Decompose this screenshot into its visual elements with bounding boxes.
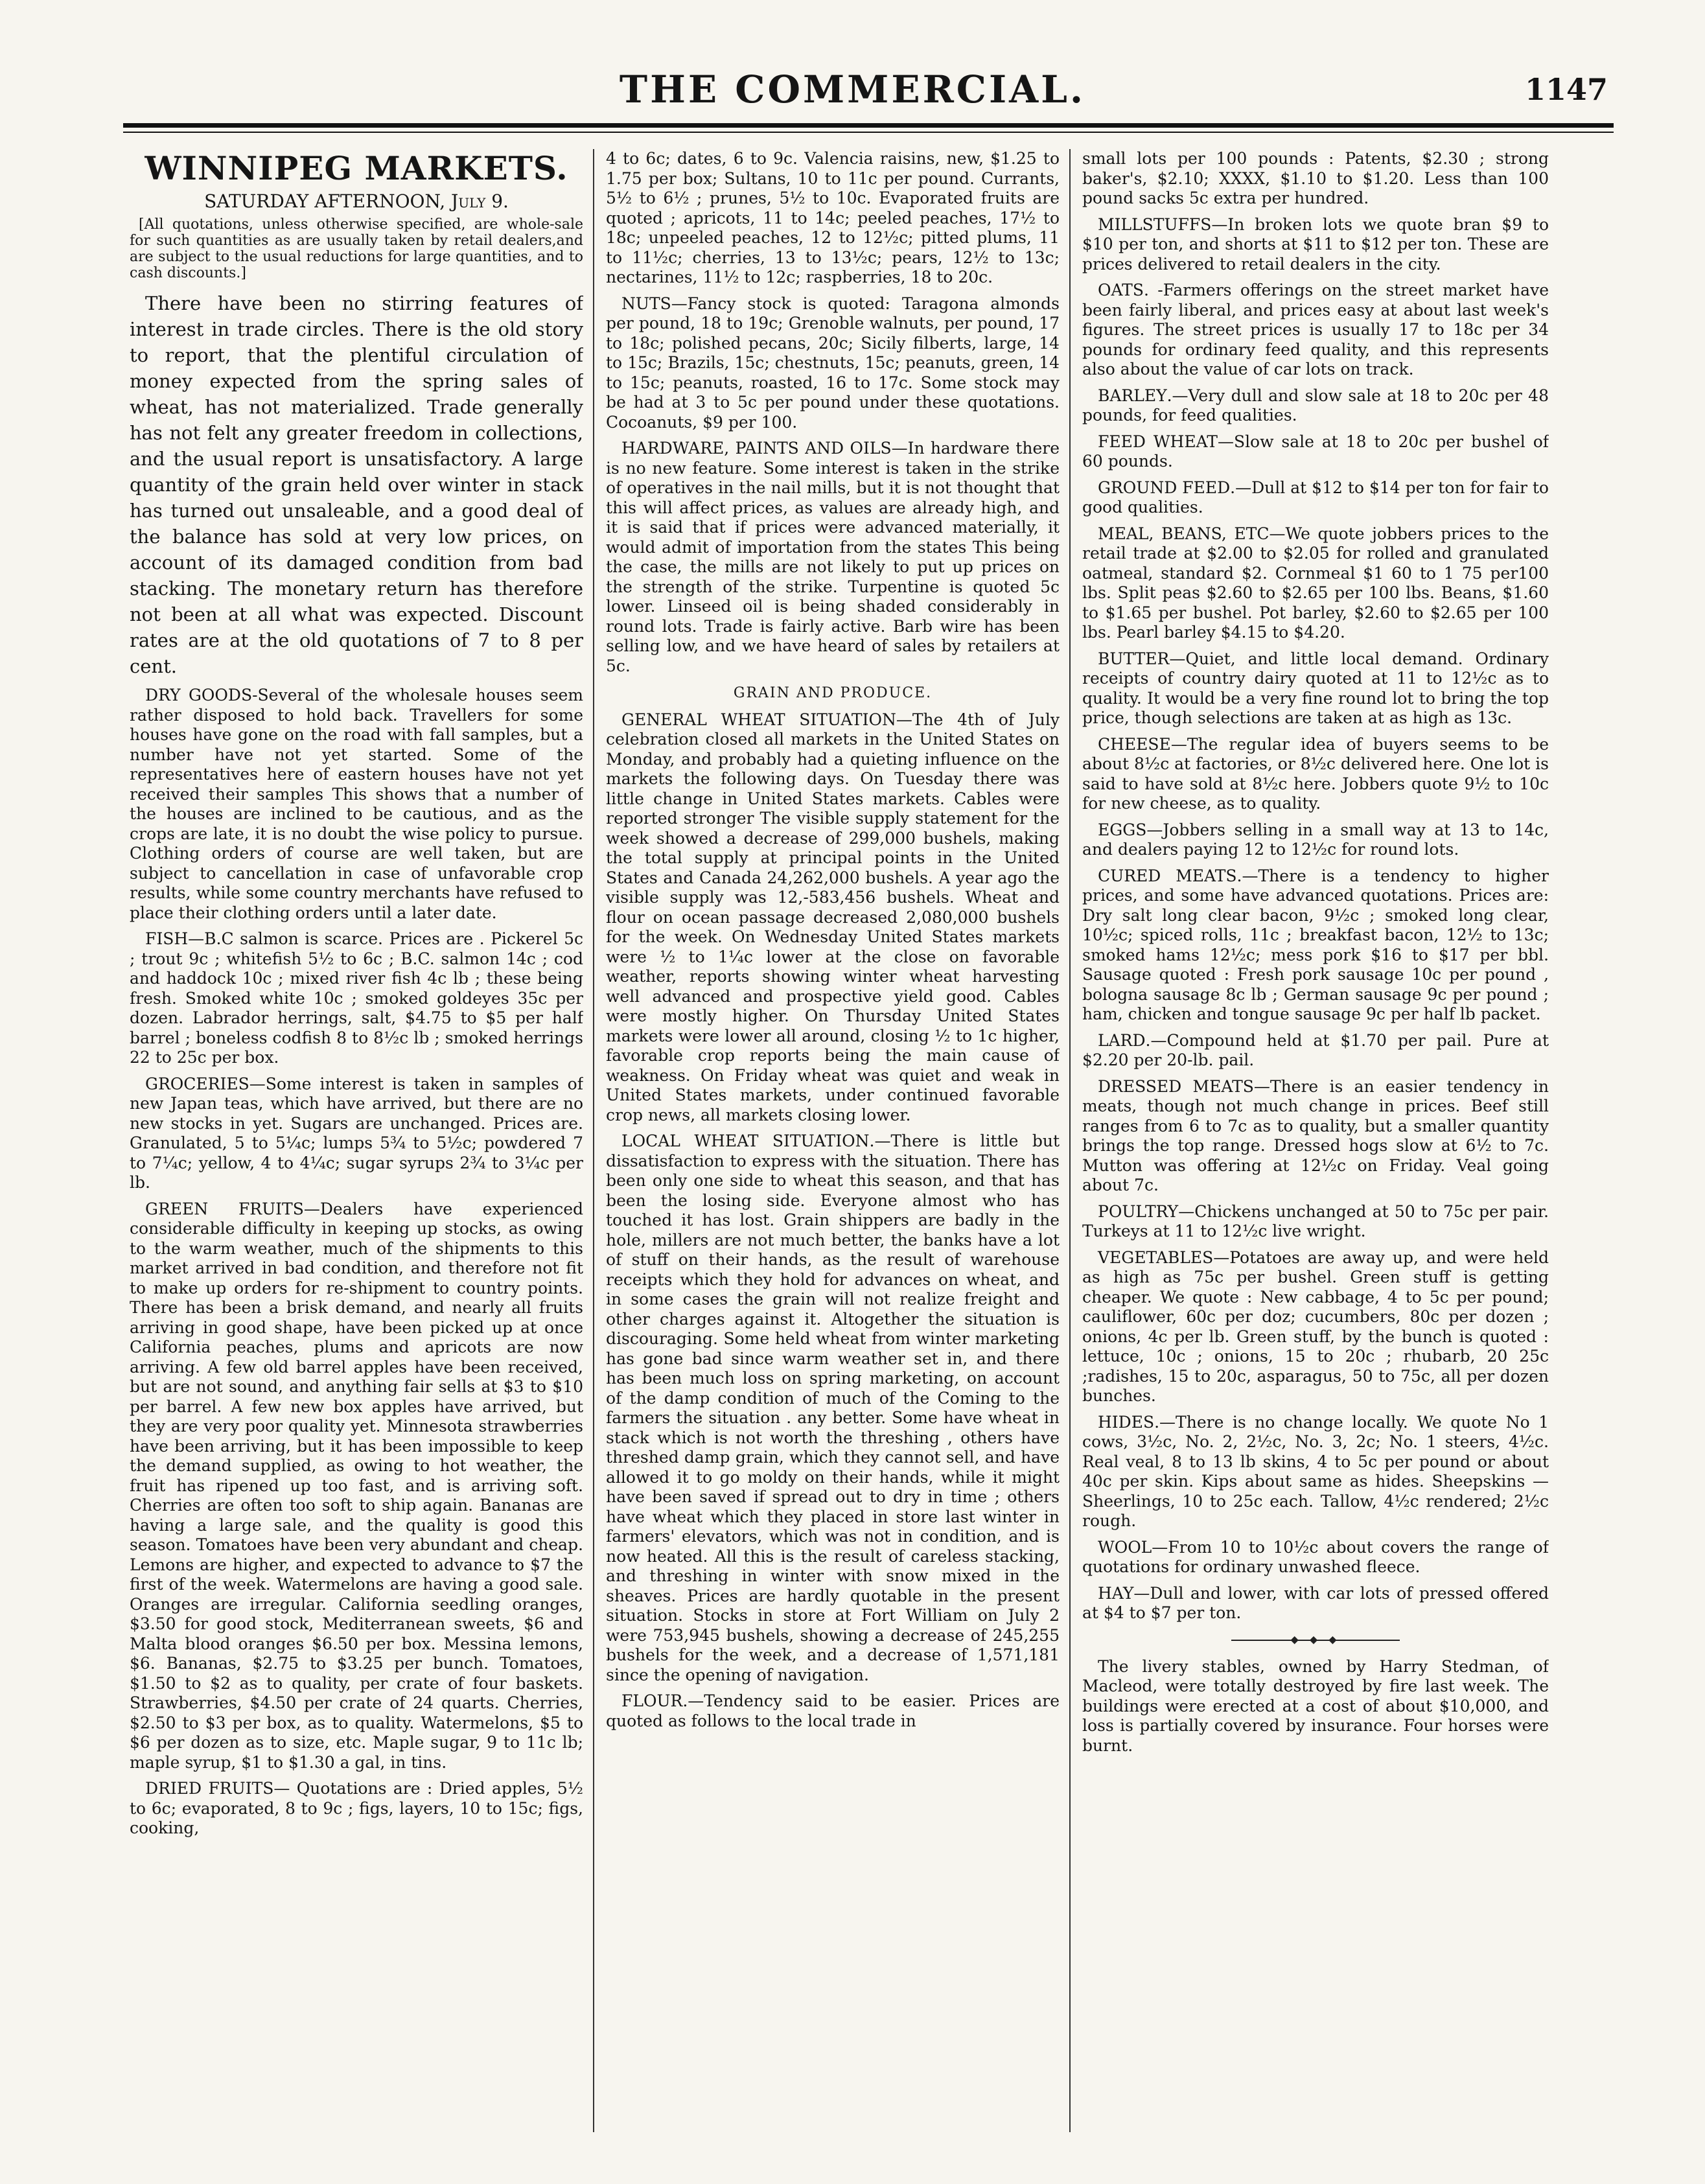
paragraph-text: —From 10 to 10½c about covers the range of quotations for ordinary unwashed fleece.: [1082, 1537, 1549, 1576]
ornament-divider: [1231, 1636, 1400, 1644]
quotation-notice: [All quotations, unless otherwise specified, are whole-sale for such quantities as are usually taken by retail dealers,and are subject to the usual reductions for large quantities, and to cash discounts.]: [130, 216, 583, 281]
paragraph-label: NUTS: [621, 294, 671, 313]
paragraph-label: FLOUR: [621, 1691, 683, 1710]
masthead-title: THE COMMERCIAL.: [619, 67, 1086, 111]
market-paragraph: [130, 1200, 583, 1773]
market-paragraph: [606, 149, 1060, 288]
paragraph-text: —The 4th of July celebration closed all markets in the United States on Monday, and probably had a quieting influence on the markets the following days. On Tuesday there was little change in United States markets. Cables were reported stronger The visible supply statement for the week showed a decrease of 299,000 bushels, making the total supply at principal points in the United States and Canada 24,262,000 bushels. A year ago the visible supply was 12,-583,456 bushels. Wheat and flour on ocean passage decreased 2,080,000 bushels for the week. On Wednesday United States markets were ½ to 1¼c lower at the close on favorable weather, reports showing winter wheat harvesting well advanced and prospective yield good. Cables were mostly higher. On Thursday United States markets were lower all around, closing ½ to 1c higher, favorable crop reports being the main cause of weakness. On Friday wheat was quiet and weak in United States markets, under continued favorable crop news, all markets closing lower.: [606, 710, 1060, 1124]
paragraph-label: OATS: [1098, 281, 1144, 299]
market-paragraph: [1082, 820, 1549, 860]
paragraph-label: GENERAL WHEAT SITUATION: [621, 710, 896, 729]
market-paragraph: [1082, 1538, 1549, 1577]
paragraph-label: DRESSED MEATS: [1098, 1076, 1254, 1096]
market-paragraph: [1082, 1584, 1549, 1623]
paragraph-text: . -Farmers offerings on the street market have been fairly liberal, and prices easy at about last week's figures. The street prices is usually 17 to 18c per 34 pounds for ordinary feed quality, and this represents also about the value of car lots on track.: [1082, 281, 1549, 378]
section-heading: GRAIN AND PRODUCE.: [733, 685, 933, 701]
paragraph-text: —The regular idea of buyers seems to be about 8½c at factories, or 8½c delivered here. One lot is said to have sold at 8½c here. Jobbers quote 9½ to 10c for new cheese, as to quality.: [1082, 734, 1549, 813]
paragraph-label: GROUND FEED: [1098, 478, 1231, 497]
market-paragraph: [1082, 215, 1549, 275]
paragraph-label: GROCERIES: [145, 1074, 249, 1093]
paragraph-label: FISH: [145, 929, 189, 948]
paragraph-label: WOOL: [1098, 1537, 1152, 1557]
market-paragraph: [1082, 1248, 1549, 1406]
paragraph-label: GREEN FRUITS: [145, 1199, 304, 1218]
paragraph-text: —Fancy stock is quoted: Taragona almonds per pound, 18 to 19c; Grenoble walnuts, per pound, 17 to 18c; polished pecans, 20c; Sicily filberts, large, 14 to 15c; Brazils, 15c; chestnuts, 15c; peanuts, green, 14 to 15c; peanuts, roasted, 16 to 17c. Some stock may be had at 3 to 5c per pound under these quotations. Cocoanuts, $9 per 100.: [606, 294, 1060, 432]
paragraph-text: —We quote jobbers prices to the retail trade at $2.00 to $2.05 for rolled and granulated oatmeal, standard $2. Cornmeal $1 60 to 1 75 per100 lbs. Split peas $2.60 to $2.65 per 100 lbs. Beans, $1.60 to $1.65 per bushel. Pot barley, $2.60 to $2.65 per 100 lbs. Pearl barley $4.15 to $4.20.: [1082, 524, 1549, 642]
market-paragraph: [1082, 478, 1549, 518]
paragraph-text: .—Tendency said to be easier. Prices are quoted as follows to the local trade in: [606, 1691, 1060, 1730]
paragraph-label: LARD: [1098, 1030, 1146, 1050]
paragraph-label: HARDWARE, PAINTS AND OILS: [621, 439, 892, 458]
paragraph-label: CHEESE: [1098, 734, 1171, 754]
market-paragraph: [1082, 386, 1549, 426]
paragraph-text: —Chickens unchanged at 50 to 75c per pair. Turkeys at 11 to 12½c live wright.: [1082, 1202, 1549, 1240]
market-paragraph: [1082, 524, 1549, 643]
paragraph-text: —Jobbers selling in a small way at 13 to 14c, and dealers paying 12 to 12½c for round lots.: [1082, 820, 1549, 859]
paragraph-text: —Quiet, and little local demand. Ordinary receipts of country dairy quoted at 11 to 12½c as to quality. It would be a very fine round lot to bring the top price, though selections are taken at as high as 13c.: [1082, 649, 1549, 727]
paragraph-text: —Dull and lower, with car lots of pressed offered at $4 to $7 per ton.: [1082, 1583, 1549, 1622]
closing-paragraph: The livery stables, owned by Harry Stedman, of Macleod, were totally destroyed by fire last week. The buildings were erected at a cost of about $10,000, and loss is partially covered by insurance. Four horses were burnt.: [1082, 1656, 1549, 1755]
paragraph-label: BUTTER: [1098, 649, 1170, 668]
paragraph-text: —B.C salmon is scarce. Prices are . Pickerel 5c ; trout 9c ; whitefish 5½ to 6c ; B.C. salmon 14c ; cod and haddock 10c ; mixed river fish 4c lb ; these being fresh. Smoked white 10c ; smoked goldeyes 35c per dozen. Labrador herrings, salt, $4.75 to $5 per half barrel ; boneless codfish 8 to 8½c lb ; smoked herrings 22 to 25c per box.: [130, 929, 583, 1067]
paragraph-label: EGGS: [1098, 820, 1147, 839]
market-paragraph: [1082, 1077, 1549, 1196]
market-paragraph: [606, 439, 1060, 676]
masthead: [0, 62, 1705, 113]
market-paragraph: [130, 686, 583, 923]
market-paragraph: [606, 1691, 1060, 1731]
paragraph-label: LOCAL WHEAT SITUATION: [621, 1132, 870, 1150]
column-1: [130, 149, 583, 2132]
paragraph-label: BARLEY: [1098, 386, 1167, 405]
market-paragraph: [1082, 281, 1549, 380]
paragraph-text: —In broken lots we quote bran $9 to $10 per ton, and shorts at $11 to $12 per ton. These are prices delivered to retail dealers in the city.: [1082, 215, 1549, 273]
market-paragraph: [130, 1779, 583, 1839]
market-paragraph: [606, 1132, 1060, 1685]
header-rule-thick: [123, 123, 1614, 128]
paragraph-text: -Several of the wholesale houses seem rather disposed to hold back. Travellers for some houses have gone on the road with fall samples, but a number have not yet started. Some of the representatives here of eastern houses have not yet received their samples This shows that a number of the houses are inclined to be cautious, and as the crops are late, it is no doubt the wise policy to pursue. Clothing orders of course are well taken, but are subject to cancellation in case of unfavorable crop results, while some country merchants have refused to place their clothing orders until a later date.: [130, 686, 583, 922]
paragraph-text: 4 to 6c; dates, 6 to 9c. Valencia raisins, new, $1.25 to 1.75 per box; Sultans, 10 to 11c per pound. Currants, 5½ to 6½ ; prunes, 5½ to 10c. Evaporated fruits are quoted ; apricots, 11 to 14c; peeled peaches, 17½ to 18c; unpeeled peaches, 12 to 12½c; pitted plums, 11 to 11½c; cherries, 13 to 13½c; pears, 12½ to 13c; nectarines, 11½ to 12c; raspberries, 18 to 20c.: [606, 149, 1060, 286]
paragraph-label: HIDES: [1098, 1412, 1155, 1432]
paragraph-text: —Potatoes are away up, and were held as high as 75c per bushel. Green stuff is getting cheaper. We quote : New cabbage, 4 to 5c per pound; cauliflower, 60c per doz; cucumbers, 80c per dozen ; onions, 4c per lb. Green stuff, by the bunch is quoted : lettuce, 10c ; onions, 15 to 20c ; rhubarb, 20 25c ;radishes, 15 to 20c, asparagus, 50 to 75c, all per dozen bunches.: [1082, 1248, 1549, 1405]
paragraph-text: —Some interest is taken in samples of new Japan teas, which have arrived, but there are no new stocks in yet. Sugars are unchanged. Prices are. Granulated, 5 to 5¼c; lumps 5¾ to 5½c; powdered 7 to 7¼c; yellow, 4 to 4¼c; sugar syrups 2¾ to 3¼c per lb.: [130, 1074, 583, 1192]
paragraph-text: —In hardware there is no new feature. Some interest is taken in the strike of operatives in the nail mills, but it is not thought that this will affect prices, as values are already high, and it is said that if prices were advanced materially, it would admit of importation from the states This being the case, the mills are not likely to put up prices on the strength of the strike. Turpentine is quoted 5c lower. Linseed oil is being shaded considerably in round lots. Trade is fairly active. Barb wire has been selling low, and we have heard of sales by retailers at 5c.: [606, 439, 1060, 675]
paragraph-text: .—There is little but dissatisfaction to express with the situation. There has been only one side to wheat this season, and that has been the losing side. Everyone almost who has touched it has lost. Grain shippers are badly in the hole, millers are not much better, the banks have a lot of stuff on their hands, as the result of warehouse receipts which they hold for advances on wheat, and in some cases the grain will not realize freight and other charges against it. Altogether the situation is discouraging. Some held wheat from winter marketing has gone bad since warm weather set in, and there has been much loss on spring marketing, on account of the damp condition of much of the Coming to the farmers the situation . any better. Some have wheat in stack which is not worth the threshing , others have threshed damp grain, which they cannot sell, and have allowed it to go moldy on their hands, while it might have been saved if spread out to dry in time ; others have wheat which they placed in store last winter in farmers' elevators, which was not in condition, and is now heated. All this is the result of careless stacking, and threshing in winter with snow mixed in the sheaves. Prices are hardly quotable in the present situation. Stocks in store at Fort William on July 2 were 753,945 bushels, showing a decrease of 245,255 bushels for the week, and a decrease of 1,571,181 since the opening of navigation.: [606, 1132, 1060, 1684]
market-paragraph: [1082, 149, 1549, 209]
paragraph-label: DRY GOODS: [145, 686, 253, 704]
paragraph-text: —There is an easier tendency in meats, though not much change in prices. Beef still ranges from 6 to 7c as to quality, but a smaller quantity brings the top range. Dressed hogs slow at 6½ to 7c. Mutton was offering at 12½c on Friday. Veal going about 7c.: [1082, 1076, 1549, 1194]
paragraph-label: FEED WHEAT: [1098, 432, 1218, 451]
market-paragraph: [1082, 1202, 1549, 1242]
paragraph-text: —Slow sale at 18 to 20c per bushel of 60 pounds.: [1082, 432, 1549, 470]
market-paragraph: [130, 1075, 583, 1193]
paragraph-label: MILLSTUFFS: [1098, 215, 1212, 234]
paragraph-label: DRIED FRUITS: [145, 1779, 274, 1798]
paragraph-text: small lots per 100 pounds : Patents, $2.30 ; strong baker's, $2.10; XXXX, $1.10 to $1.20. Less than 100 pound sacks 5c extra per hundred.: [1082, 149, 1549, 207]
market-paragraph: [1082, 649, 1549, 728]
page-number: 1147: [1524, 72, 1608, 107]
column-3: [1082, 149, 1549, 2132]
paragraph-label: POULTRY: [1098, 1202, 1179, 1221]
paragraph-text: .—Very dull and slow sale at 18 to 20c per 48 pounds, for feed qualities.: [1082, 386, 1549, 424]
paragraph-text: —Dealers have experienced considerable difficulty in keeping up stocks, as owing to the warm weather, much of the shipments to this market arrived in bad condition, and therefore not fit to make up orders for re-shipment to country points. There has been a brisk demand, and nearly all fruits arriving in good shape, have been picked up at once California peaches, plums and apricots are now arriving. A few old barrel apples have been received, but are not sound, and anything fair sells at $3 to $10 per barrel. A few new box apples have arrived, but they are very poor quality yet. Minnesota strawberries have been arriving, but it has been impossible to keep the demand supplied, as owing to hot weather, the fruit has ripened up too fast, and is arriving soft. Cherries are often too soft to ship again. Bananas are having a large sale, and the quality is good this season. Tomatoes have been very abundant and cheap. Lemons are higher, and expected to advance to $7 the first of the week. Watermelons are having a good sale. Oranges are irregular. California seedling oranges, $3.50 for good stock, Mediterranean sweets, $6 and Malta blood oranges $6.50 per box. Messina lemons, $6. Bananas, $2.75 to $3.25 per bunch. Tomatoes, $1.50 to $2 as to quality, per crate of four baskets. Strawberries, $4.50 per crate of 24 quarts. Cherries, $2.50 to $3 per box, as to quality. Watermelons, $5 to $6 per dozen as to size, etc. Maple sugar, 9 to 11c lb; maple syrup, $1 to $1.30 a gal, in tins.: [130, 1199, 583, 1772]
paragraph-text: .—Compound held at $1.70 per pail. Pure at $2.20 per 20-lb. pail.: [1082, 1030, 1549, 1069]
dateline: SATURDAY AFTERNOON, July 9.: [204, 191, 509, 212]
header-rule-thin: [123, 132, 1614, 133]
market-paragraph: [606, 294, 1060, 433]
paragraph-text: — Quotations are : Dried apples, 5½ to 6c; evaporated, 8 to 9c ; figs, layers, 10 to 15c; figs, cooking,: [130, 1779, 583, 1837]
column-divider: [593, 149, 594, 2132]
paragraph-label: HAY: [1098, 1583, 1134, 1603]
paragraph-label: VEGETABLES: [1098, 1248, 1214, 1267]
paragraph-text: .—There is a tendency to higher prices, and some have advanced quotations. Prices are: Dry salt long clear bacon, 9½c ; smoked long clear, 10½c; spiced rolls, 11c ; breakfast bacon, 12½ to 13c; smoked hams 12½c; mess pork $16 to $17 per bbl. Sausage quoted : Fresh pork sausage 10c per pound , bologna sausage 8c lb ; German sausage 9c per pound ; ham, chicken and tongue sausage 9c per half lb packet.: [1082, 866, 1549, 1023]
market-paragraph: [606, 710, 1060, 1126]
market-paragraph: [1082, 866, 1549, 1025]
paragraph-text: .—Dull at $12 to $14 per ton for fair to good qualities.: [1082, 478, 1549, 517]
market-paragraph: [1082, 735, 1549, 814]
paragraph-text: .—There is no change locally. We quote No 1 cows, 3½c, No. 2, 2½c, No. 3, 2c; No. 1 steers, 4½c. Real veal, 8 to 13 lb skins, 4 to 5c per pound or about 40c per skin. Kips about same as hides. Sheepskins —Sheerlings, 10 to 25c each. Tallow, 4½c rendered; 2½c rough.: [1082, 1412, 1549, 1530]
paragraph-label: MEAL, BEANS, ETC: [1098, 524, 1270, 543]
column-divider: [1069, 149, 1071, 2132]
market-paragraph: [1082, 432, 1549, 472]
intro-paragraph: There have been no stirring features of interest in trade circles. There is the old story to report, that the plentiful circulation of money expected from the spring sales of wheat, has not materialized. Trade generally has not felt any greater freedom in collections, and the usual report is unsatisfactory. A large quantity of the grain held over winter in stack has turned out unsaleable, and a good deal of the balance has sold at very low prices, on account of its damaged condition from bad stacking. The monetary return has therefore not been at all what was expected. Discount rates are at the old quotations of 7 to 8 per cent.: [130, 292, 583, 677]
column-2: [606, 149, 1060, 2132]
paragraph-label: CURED MEATS: [1098, 866, 1237, 885]
market-paragraph: [1082, 1031, 1549, 1071]
market-paragraph: [130, 929, 583, 1068]
market-paragraph: [1082, 1413, 1549, 1531]
article-headline: WINNIPEG MARKETS.: [145, 149, 568, 187]
